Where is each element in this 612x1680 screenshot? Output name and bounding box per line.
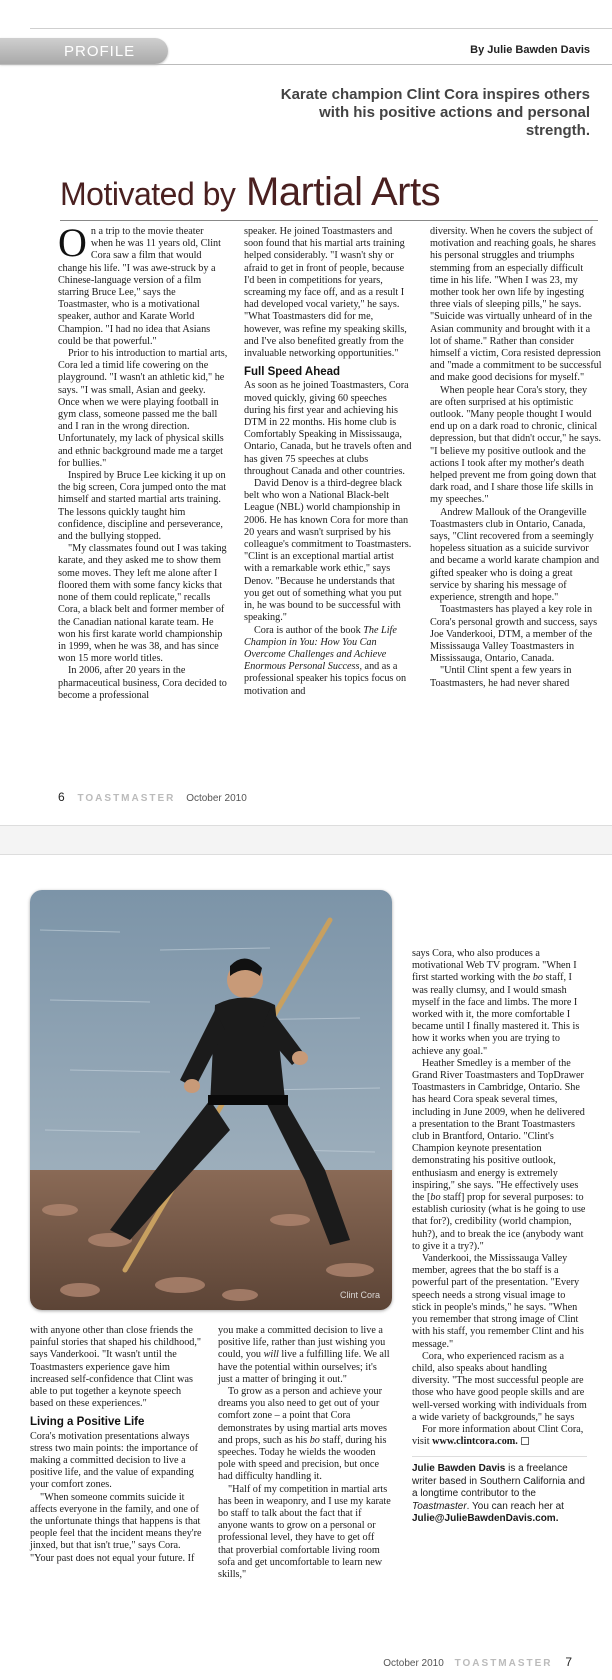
paragraph: Inspired by Bruce Lee kicking it up on the big screen, Cora jumped onto the mat himself and started martial arts training. The lessons quickly taught him confidence, discipline and perseverance, and the bullying stopped. [58, 470, 227, 543]
paragraph: When people hear Cora's story, they are often surprised at his optimistic outlook. "Many people thought I would end up on a dark road to chronic, clinical depression, but that didn't occur," he says. "I believe my positive outlook and the actions I took after my mother's death helped prevent me from going down that dark road, and I share those life skills in my speeches." [430, 384, 602, 506]
magazine-name: TOASTMASTER [77, 793, 176, 804]
byline: By Julie Bawden Davis [470, 44, 590, 56]
page-6 [0, 0, 612, 825]
paragraph: "When someone commits suicide it affects everyone in the family, and one of the unfortunate things that happens is that people feel that the incident means they're jinxed, but that isn't true," says Cora. "Your past does not equal your future. If [30, 1491, 202, 1564]
paragraph: "Half of my competition in martial arts has been in weaponry, and I use my karate bo staff to talk about the fact that if anyone wants to grow on a personal or professional level, they have to get off that proverbial comfortable living room sofa and get uncomfortable to learn new skills," [218, 1483, 391, 1581]
page-gap [0, 825, 612, 855]
title-part-1: Motivated by [60, 176, 236, 212]
page-number: 6 [58, 790, 65, 804]
paragraph: diversity. When he covers the subject of motivation and reaching goals, he shares his personal struggles and triumphs stemming from an especially difficult time in his life. "When I was 23, my mother took her own life by ingesting three vials of sleeping pills," he says. "Suicide was virtually unheard of in the Asian community and brought with it a lot of shame." Rather than consider himself a victim, Cora resisted depression and "made a commitment to be successful and make good decisions for myself." [430, 226, 602, 384]
paragraph [412, 1058, 587, 1253]
title-part-2: Martial Arts [246, 170, 441, 214]
paragraph: Prior to his introduction to martial arts, Cora led a timid life cowering on the playground. "I wasn't an athletic kid," he says. "I was small, Asian and geeky. Once when we were playing football in gym class, someone passed me the ball and I ran in the wrong direction. Unfortunately, my lack of physical skills and ethnic background made me a target for bullies." [58, 348, 228, 469]
photo-illustration [30, 890, 392, 1310]
magazine-name: TOASTMASTER [454, 1658, 553, 1669]
paragraph [218, 1386, 392, 1484]
paragraph-text: and as a professional speaker his topics focus on motivation and [244, 661, 407, 697]
paragraph: with anyone other than close friends the painful stories that shaped his childhood," says Vanderkooi. "It wasn't until the Toastmasters experience gave him increased self-confidence that Clint was able to put together a keynote speech based on these experiences." [30, 1325, 202, 1410]
paragraph: As soon as he joined Toastmasters, Cora moved quickly, giving 60 speeches during his first year and achieving his DTM in 22 months. His home club is Comfortably Speaking in Mississauga, Ontario, Canada, but he travels often and has given 75 speeches at clubs throughout Canada and other countries. [244, 380, 412, 477]
page-footer [58, 790, 247, 804]
paragraph-text: staff, during his speeches. Today he wields the wooden pole with speed and precision, but once had difficulty handling it. [218, 1434, 387, 1483]
column-1 [58, 220, 228, 702]
magazine-italic: Toastmaster [412, 1500, 467, 1512]
article-columns [58, 220, 602, 786]
paragraph-text: live a fulfilling life. We all have the potential within ourselves; it's just a matter of bringing it out." [218, 1349, 390, 1385]
paragraph: "Until Clint spent a few years in Toastmasters, he had never shared [430, 665, 572, 689]
page-7 [0, 855, 612, 1680]
drop-cap: O [58, 220, 87, 265]
author-name: Julie Bawden Davis [412, 1463, 506, 1475]
paragraph [412, 1424, 587, 1448]
bottom-column-2 [218, 1325, 392, 1581]
book-title: The Life Champion in You: How You Can Overcome Challenges and Achieve Enormous Personal Success, [244, 624, 397, 673]
paragraph-text: Heather Smedley is a member of the Grand River Toastmasters and TopDrawer Toastmasters in Cambridge, Ontario. She has heard Cora speak several times, including in June 2009, when he delivered a presentation to the Brant Toastmasters club in Brantford, Ontario. "Clint's Champion keynote presentation demonstrating his positive outlook, enthusiasm and energy is extremely inspiring," she says. "He effectively uses the [ [412, 1057, 585, 1204]
column-3 [430, 226, 602, 690]
article-deck: Karate champion Clint Cora inspires others with his positive actions and personal strength. [280, 86, 590, 139]
paragraph-text: For more information about Clint Cora, visit [412, 1423, 584, 1448]
title-rule [60, 220, 598, 221]
issue-date: October 2010 [383, 1658, 444, 1669]
subhead-full-speed-ahead: Full Speed Ahead [244, 366, 341, 379]
paragraph [412, 948, 587, 1058]
paragraph-text: staff] prop for several purposes: to establish curiosity (what is he going to use that for?), credibility (world champion, huh?), and to break the ice (anybody want to give it a try?)." [412, 1192, 586, 1252]
italic-term: bo [430, 1192, 441, 1204]
paragraph: Cora, who experienced racism as a child, also speaks about handling diversity. "The most successful people are those who have good people skills and are well-versed working with individuals from a wide variety of backgrounds," he says [412, 1350, 587, 1423]
article-title [60, 170, 440, 215]
page-number: 7 [565, 1655, 572, 1669]
paragraph: David Denov is a third-degree black belt who won a National Black-belt League (NBL) world championship in 2006. He has known Cora for more than 20 years and wasn't surprised by his colleague's commitment to Toastmasters. "Clint is an exceptional martial artist with a remarkable work ethic," says Denov. "Because he understands that you get out of something what you put in, he was bound to be successful with speaking." [244, 478, 412, 624]
bottom-column-1 [30, 1325, 202, 1565]
right-column [412, 948, 587, 1526]
paragraph: Toastmasters has played a key role in Cora's personal growth and success, says Joe Vanderkooi, DTM, a member of the Mississauga Valley Toastmasters in Mississauga, Ontario, Canada. [430, 604, 598, 665]
issue-date: October 2010 [186, 793, 247, 804]
paragraph-text: staff, I was really clumsy, and I would smash myself in the face and limbs. The more I worked with it, the more comfortable I became until I finally mastered it. This is how it works when you are trying to achieve any goal." [412, 972, 580, 1057]
bottom-columns [30, 1325, 392, 1645]
paragraph-text: says Cora, who also produces a motivational Web TV program. "When I first started working with the [412, 948, 577, 984]
bio-text: . You can reach her at [466, 1500, 564, 1512]
paragraph: Cora's motivation presentations always stress two main points: the importance of making a committed decision to live a positive life, and the value of expanding your comfort zones. [30, 1430, 199, 1491]
paragraph: "My classmates found out I was taking karate, and they asked me to show them some moves. They left me alone after I floored them with some fancy kicks that none of them could replicate," recalls Cora, a black belt and former member of the Canadian national karate team. He won his first karate world championship in 1999, when he was 38, and has since won 15 more world titles. [58, 543, 227, 665]
end-mark-icon [521, 1437, 529, 1445]
paragraph [244, 625, 412, 698]
author-bio [412, 1456, 587, 1526]
paragraph [58, 220, 228, 348]
page-footer [383, 1655, 572, 1669]
header-rule [0, 64, 612, 65]
subhead-living-a-positive-life: Living a Positive Life [30, 1416, 145, 1429]
bio-text: is a freelance writer based in Southern California and a longtime contributor to the [412, 1463, 585, 1500]
italic-term: bo [309, 1434, 320, 1446]
photo-clint-cora-bo-staff [30, 890, 392, 1310]
photo-credit: Clint Cora [339, 1290, 380, 1300]
section-tab-profile: PROFILE [0, 38, 168, 64]
paragraph-text: you make a committed decision to live a positive life, rather than just wishing you could, you [218, 1325, 386, 1361]
paragraph [218, 1325, 392, 1386]
top-rule [30, 28, 612, 29]
paragraph: speaker. He joined Toastmasters and soon found that his martial arts training helped considerably. "I wasn't shy or afraid to get in front of people, because I'd been in competitions for years, screaming my face off, and as a result I had developed vocal variety," he says. "What Toastmasters did for me, however, was refine my speaking skills, and I've also benefited greatly from the invaluable networking opportunities." [244, 226, 407, 360]
paragraph-text: n a trip to the movie theater when he was 11 years old, Clint Cora saw a film that would change his life. "I was awe-struck by a Chinese-language version of a film starring Bruce Lee," says the Toastmaster, who is a motivational speaker, author and Karate World Champion. "I had no idea that Asians could be that powerful." [58, 226, 221, 347]
website-link[interactable]: www.clintcora.com. [432, 1436, 518, 1448]
paragraph-text: To grow as a person and achieve your dreams you also need to get out of your comfort zone – a point that Cora demonstrates by using martial arts moves and props, such as his [218, 1386, 387, 1446]
paragraph: Vanderkooi, the Mississauga Valley member, agrees that the bo staff is a powerful part of the presentation. "Every speech needs a strong visual image to stick in people's minds," he says. "When you remember that strong image of Clint with his staff, you remember Clint and his message." [412, 1253, 584, 1350]
author-email[interactable]: Julie@JulieBawdenDavis.com. [412, 1513, 559, 1525]
italic-term: will [263, 1349, 279, 1361]
column-2 [244, 226, 412, 698]
italic-term: bo [532, 972, 543, 984]
paragraph: In 2006, after 20 years in the pharmaceutical business, Cora decided to become a professional [58, 665, 227, 701]
paragraph-text: Cora is author of the book [254, 624, 364, 636]
paragraph: Andrew Mallouk of the Orangeville Toastmasters club in Ontario, Canada, says, "Clint recovered from a seemingly hopeless situation as a suicide survivor and became a world karate champion and gifted speaker who is doing a great service by sharing his message of experience, strength and hope." [430, 506, 600, 604]
